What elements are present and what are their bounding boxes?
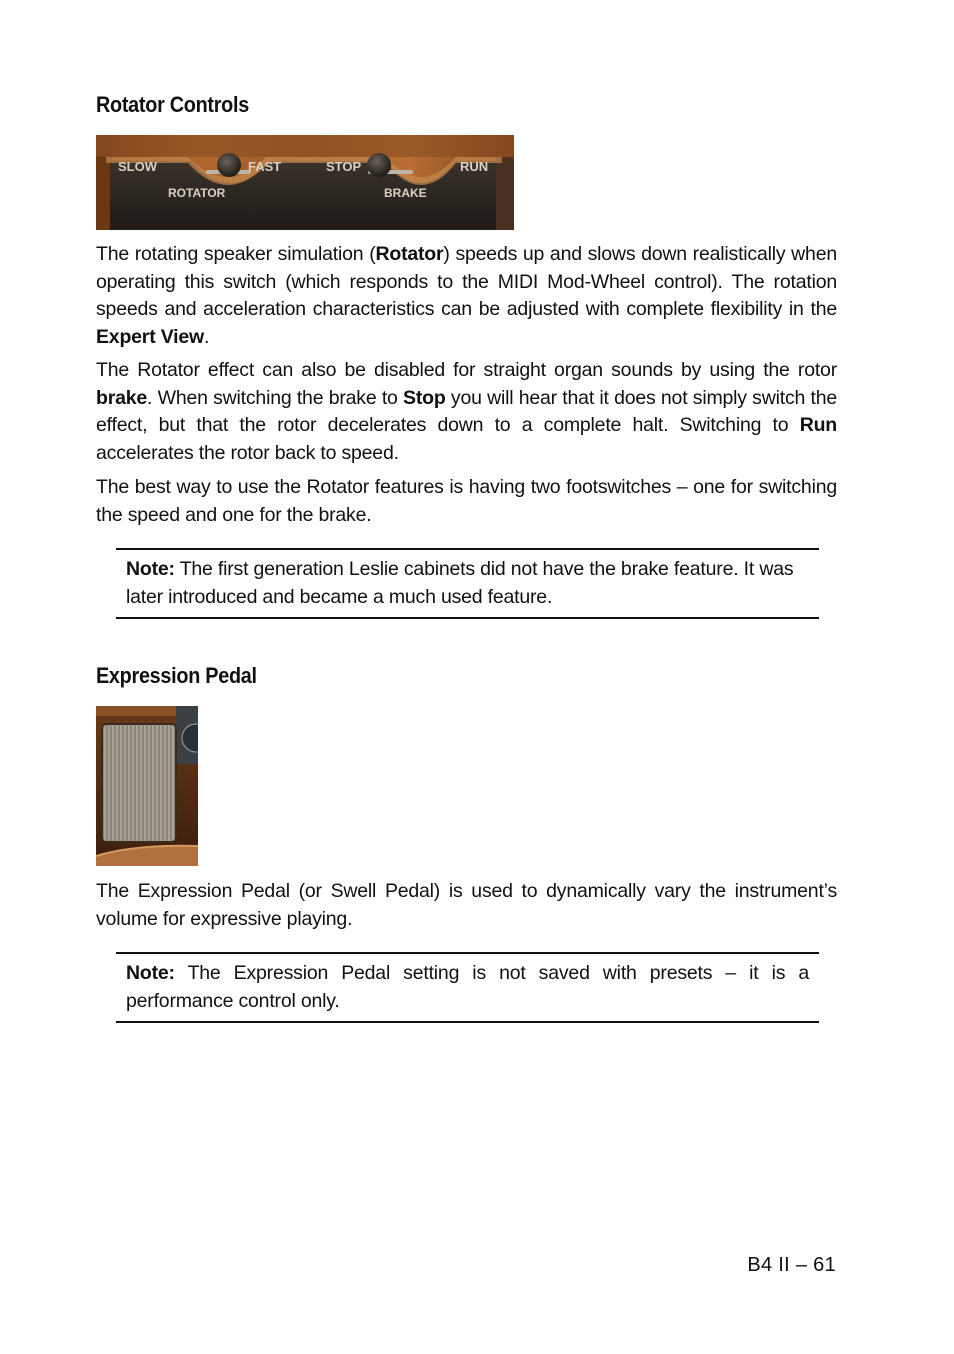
note-label: Note: [126, 962, 175, 984]
paragraph-expression-pedal: The Expression Pedal (or Swell Pedal) is used to dynamically vary the instrument’s volume for expressive playing. [96, 880, 837, 930]
expression-pedal-graphic [96, 706, 198, 866]
term-stop: Stop [403, 386, 446, 409]
rotator-controls-image [96, 135, 514, 230]
paragraph-rotator-footswitch: The best way to use the Rotator features is having two footswitches – one for switching the speed and one for the brake. [96, 476, 837, 526]
text: you will hear that it does not simply switch the effect, but that the rotor decelerates down to a complete halt. Switching to [96, 386, 837, 436]
text: ) speeds up and slows down realistically when operating this switch (which responds to the MIDI Mod-Wheel control). The rotation speeds and acceleration characteristics can be adjusted with complete flexibility in the [96, 243, 837, 320]
text: The Rotator effect can also be disabled for straight organ sounds by using the rotor [96, 359, 837, 381]
note-box-expression [116, 952, 819, 1023]
label-run: RUN [460, 159, 489, 174]
term-rotator: Rotator [375, 243, 444, 265]
text: . [204, 325, 210, 348]
text: The rotating speaker simulation ( [96, 243, 376, 265]
section-heading-rotator: Rotator Controls [96, 92, 249, 117]
paragraph-rotator-intro [96, 241, 837, 351]
note-text [126, 960, 809, 1015]
note-text [126, 556, 809, 611]
term-brake: brake [96, 386, 148, 409]
label-stop: STOP [326, 159, 362, 174]
term-run: Run [799, 414, 837, 436]
text: The first generation Leslie cabinets did not have the brake feature. It was later introduced and became a much used feature. [126, 558, 794, 608]
section-heading-expression-pedal: Expression Pedal [96, 663, 257, 688]
expression-pedal-image [96, 706, 198, 866]
text: accelerates the rotor back to speed. [96, 441, 399, 464]
label-rotator: ROTATOR [168, 186, 226, 200]
label-slow: SLOW [118, 159, 157, 174]
note-box-brake [116, 548, 819, 619]
label-fast: FAST [248, 159, 282, 174]
label-brake: BRAKE [384, 186, 427, 200]
text: . When switching the brake to [147, 386, 404, 409]
note-label: Note: [126, 558, 175, 580]
rotator-controls-graphic [96, 135, 514, 230]
text: The Expression Pedal setting is not saved with presets – it is a performance control only. [126, 962, 809, 1012]
page-number: B4 II – 61 [747, 1254, 836, 1276]
paragraph-rotator-brake [96, 357, 837, 467]
term-expert-view: Expert View [96, 325, 204, 348]
